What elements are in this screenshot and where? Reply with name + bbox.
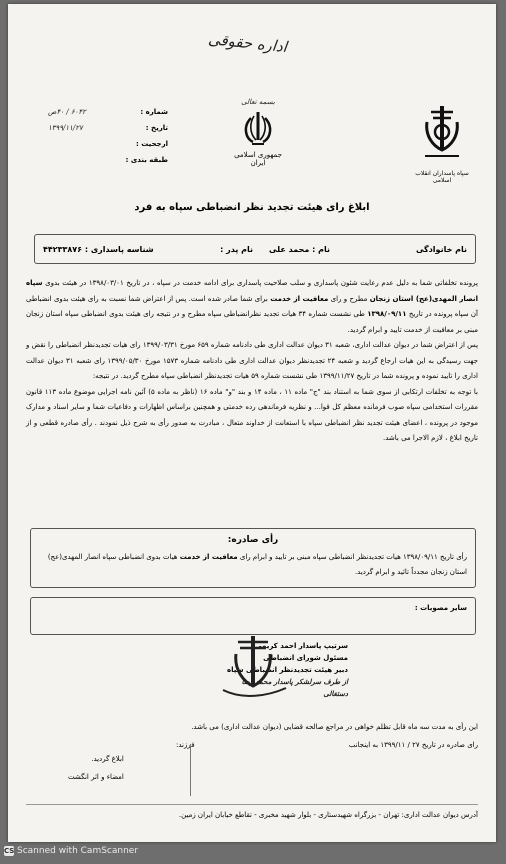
- decision-text-b: معافیت از خدمت: [179, 553, 238, 561]
- sig-line-4: از طرف سرلشکر پاسدار محمد رضا دستغالی: [241, 677, 348, 698]
- ack-line-1: ابلاغ گردید.: [91, 755, 124, 763]
- p1-b: سپاه انصار المهدی(عج) استان زنجان: [26, 279, 478, 303]
- appeal-child-label: فرزند:: [176, 741, 195, 749]
- p1-e: برای شما صادر شده است. پس از اعتراض شما نسبت به رای هیئت بدوی انضباطی آن سپاه پرونده در تاریخ: [26, 294, 479, 318]
- body-text: [26, 276, 478, 447]
- paragraph-1: [26, 276, 478, 338]
- iri-text: جمهوری اسلامی ایران: [234, 151, 282, 167]
- acknowledgement: [68, 750, 124, 786]
- camscanner-icon: CS: [4, 847, 15, 855]
- p1-c: مطرح و رای: [330, 294, 368, 303]
- id-field: [35, 245, 162, 254]
- other-label: سایر مصوبات :: [414, 604, 467, 612]
- name-value: محمد علی: [268, 244, 310, 254]
- sig-line-3: دبیر هیئت تجدیدنظر انضباطی سپاه: [227, 666, 348, 674]
- sig-line-2: مسئول شورای انضباطی: [263, 654, 348, 662]
- p1-a: پرونده تخلفاتی شما به دلیل عدم رعایت شئون پاسداری و سلب صلاحیت پاسداری برای ادامه خدمت در سپاه ، در تاریخ ۱۳۹۸/۰۳/۰۱ در هیئت بدوی: [45, 279, 478, 287]
- irgc-logo: [412, 102, 472, 184]
- court-address: آدرس دیوان عدالت اداری: تهران - بزرگراه شهیدستاری - بلوار شهید مخبری - تقاطع خیابان ایران زمین.: [26, 804, 478, 821]
- appeal-date-text: رای صادره در تاریخ ۲۷ / ۱۳۹۹/۱۱ به اینجانب: [348, 741, 478, 749]
- bism-text: بسمه تعالی: [241, 98, 275, 106]
- paragraph-3: با توجه به تخلفات ارتکابی از سوی شما به استناد بند "ج" ماده ۱۱ ، ماده ۱۴ و بند "و" ماده ۱۶ (ناظر به ماده ۵) آئین نامه اجرایی موضوع ماده ۱۱۳ قانون مقررات استخدامی سپاه صوب فرمانده معظم کل قوا... و نظریه فرماندهی رده خدمتی و همچنین براساس اظهارات و دفاعیات شما و سایر اسناد و مدارک موجود در پرونده ، اعضای هیئت تجدید نظر انضباطی سپاه با استعانت از خداوند متعال ، مبادرت به صدور رأی به شرح ذیل نمودند . رأی صادره قطعی و از تاریخ ابلاغ ، لازم الاجرا می باشد.: [26, 387, 478, 442]
- person-info-bar: [34, 234, 476, 264]
- iran-emblem-icon: [241, 110, 275, 148]
- ack-line-2: امضاء و اثر انگشت: [68, 773, 124, 781]
- document-title: ابلاغ رای هیئت تجدید نظر انضباطی سپاه به فرد: [134, 202, 370, 213]
- attachment-label: ارجحیت :: [135, 140, 168, 148]
- p1-d: معافیت از خدمت: [270, 294, 329, 303]
- irgc-logo-icon: [417, 102, 467, 164]
- id-label: شناسه پاسداری :: [84, 244, 154, 254]
- handwritten-header: اداره حقوقی: [207, 29, 288, 57]
- letter-meta: [48, 104, 168, 168]
- decision-title: رأی صادره:: [227, 535, 279, 545]
- decision-text-a: رأی تاریخ ۱۳۹۸/۰۹/۱۱ هیات تجدیدنظر انضباطی سپاه مبنی بر تایید و ابرام رای: [239, 553, 467, 561]
- footer-text: Scanned with CamScanner: [17, 846, 139, 856]
- logo-caption: سپاه پاسداران انقلاب اسلامی: [415, 170, 469, 184]
- p1-f: ۱۳۹۸/۰۹/۱۱: [367, 310, 407, 318]
- id-value: ۴۴۲۳۳۸۷۶: [43, 244, 83, 254]
- appeal-line-1: این رأی به مدت سه ماه قابل تظلم خواهی در مراجع صالحه قضایی (دیوان عدالت اداری) می باشد.: [191, 723, 478, 731]
- father-label: نام پدر :: [220, 244, 253, 254]
- signature-block: [218, 640, 348, 700]
- name-field: [261, 245, 338, 254]
- national-emblem: [234, 98, 282, 167]
- decision-box: [30, 528, 476, 588]
- decision-text-c: هیات بدوی انضباطی سپاه انصار المهدی(عج) استان زنجان مجدداً تائید و ابرام گردید.: [47, 553, 467, 576]
- date-label: تاریخ :: [145, 124, 168, 132]
- paragraph-2: پس از اعتراض شما در دیوان عدالت اداری، شعبه ۳۱ دیوان عدالت اداری طی دادنامه شماره ۶۵۹ مورخ ۱۳۹۹/۰۳/۳۱ رای هیات تجدیدنظر انضباطی را نقض و جهت رسیدگی به این هیات ارجاع گردید و شعبه ۲۴ تجدیدنظر دیوان عدالت اداری طی دادنامه شماره ۱۵۷۳ مورخ ۱۳۹۹/۰۵/۳۰ رای شعبه ۳۱ دیوان عدالت اداری را تایید نموده و پرونده شما در تاریخ ۱۳۹۹/۱۱/۲۷ طی نشست شماره ۵۹ هیات تجدیدنظر انضباطی سپاه مطرح گردید. در نتیجه:: [26, 341, 479, 380]
- number-label: شماره :: [140, 108, 168, 116]
- scanner-watermark: [4, 846, 138, 856]
- sig-line-1: سرتیپ پاسدار احمد کریمی: [254, 642, 348, 650]
- p1-g: طی نشست شماره ۳۴ هیات تجدید نظرانضباطی سپاه مطرح و در نتیجه رای هیئت بدوی انضباطی سپاه استان زنجان مبنی بر معافیت از خدمت تایید و ابرام گردید.: [26, 310, 478, 334]
- official-stamp-icon: [218, 630, 288, 704]
- document-page: [8, 4, 496, 842]
- number-value: ۶۰۴۲ / ۴۰ص: [48, 108, 86, 116]
- classification-label: طبقه بندی :: [125, 156, 168, 164]
- family-label: نام خانوادگی: [415, 244, 467, 254]
- name-label: نام :: [312, 244, 330, 254]
- date-value: ۱۳۹۹/۱۱/۲۷: [48, 124, 83, 132]
